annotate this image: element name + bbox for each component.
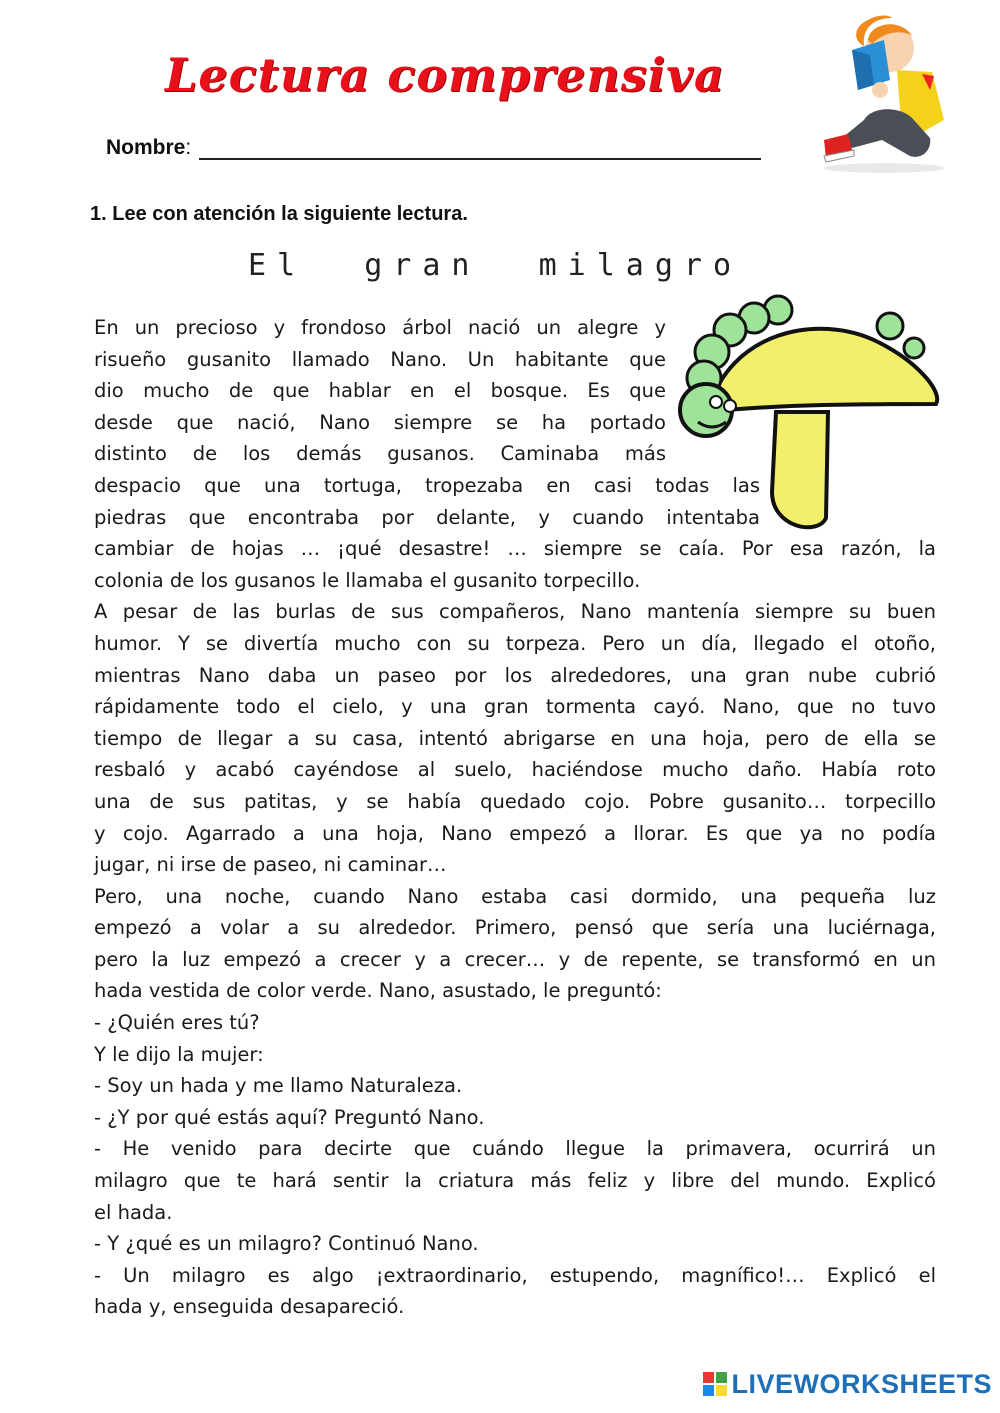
name-field-row bbox=[106, 136, 761, 160]
story-line: distinto de los demás gusanos. Caminaba más bbox=[94, 442, 666, 466]
dialogue-line bbox=[94, 1007, 936, 1039]
liveworksheets-brand: LIVEWORKSHEETS bbox=[731, 1368, 992, 1399]
story-line: empezó a volar a su alrededor. Primero, pensó que sería una luciérnaga, bbox=[94, 916, 936, 940]
name-input-line[interactable] bbox=[199, 136, 761, 160]
liveworksheets-footer[interactable] bbox=[703, 1369, 992, 1399]
dialogue-line bbox=[94, 1070, 936, 1102]
dialogue-line bbox=[94, 1228, 936, 1260]
story-line: y cojo. Agarrado a una hoja, Nano empezó a llorar. Es que ya no podía bbox=[94, 821, 936, 845]
story-line: milagro que te hará sentir la criatura más feliz y libre del mundo. Explicó bbox=[94, 1169, 936, 1193]
story-line: desde que nació, Nano siempre se ha portado bbox=[94, 410, 666, 434]
story-paragraph-1 bbox=[94, 312, 936, 596]
story-line: cambiar de hojas … ¡qué desastre! … siempre se caía. Por esa razón, la bbox=[94, 537, 936, 561]
story-line: rápidamente todo el cielo, y una gran tormenta cayó. Nano, que no tuvo bbox=[94, 695, 936, 719]
story-line: risueño gusanito llamado Nano. Un habitante que bbox=[94, 347, 666, 371]
story-line: - ¿Quién eres tú? bbox=[94, 1011, 260, 1035]
dialogue-line bbox=[94, 1039, 936, 1071]
instruction-text: 1. Lee con atención la siguiente lectura. bbox=[90, 203, 468, 225]
dialogue-line bbox=[94, 1133, 936, 1228]
page-title: Lectura comprensiva bbox=[165, 48, 725, 102]
child-reading-illustration bbox=[812, 10, 962, 175]
story-line: colonia de los gusanos le llamaba el gusanito torpecillo. bbox=[94, 568, 641, 592]
story-line: - ¿Y por qué estás aquí? Preguntó Nano. bbox=[94, 1105, 485, 1129]
story-line: jugar, ni irse de paseo, ni caminar… bbox=[94, 853, 447, 877]
name-label: Nombre bbox=[106, 136, 186, 159]
dialogue-line bbox=[94, 1102, 936, 1134]
story-line: hada vestida de color verde. Nano, asustado, le preguntó: bbox=[94, 979, 662, 1003]
story-line: - Y ¿qué es un milagro? Continuó Nano. bbox=[94, 1232, 479, 1256]
story-line: - He venido para decirte que cuándo llegue la primavera, ocurrirá un bbox=[94, 1137, 936, 1161]
story-body bbox=[94, 312, 936, 1323]
name-colon: : bbox=[185, 136, 192, 159]
story-line: resbaló y acabó cayéndose al suelo, haciéndose mucho daño. Había roto bbox=[94, 758, 936, 782]
story-line: humor. Y se divertía mucho con su torpeza. Pero un día, llegado el otoño, bbox=[94, 631, 936, 655]
liveworksheets-logo-icon bbox=[703, 1372, 727, 1396]
story-title: El gran milagro bbox=[248, 248, 743, 283]
dialogue-line bbox=[94, 1260, 936, 1323]
story-line: despacio que una tortuga, tropezaba en casi todas las bbox=[94, 473, 760, 497]
story-line: el hada. bbox=[94, 1200, 173, 1224]
story-line: En un precioso y frondoso árbol nació un alegre y bbox=[94, 316, 666, 339]
story-line: hada y, enseguida desapareció. bbox=[94, 1295, 405, 1319]
story-paragraph-3 bbox=[94, 881, 936, 1007]
story-line: tiempo de llegar a su casa, intentó abrigarse en una hoja, pero de ella se bbox=[94, 726, 936, 750]
story-line: Y le dijo la mujer: bbox=[94, 1042, 264, 1066]
story-line: A pesar de las burlas de sus compañeros, Nano mantenía siempre su buen bbox=[94, 600, 936, 624]
story-line: piedras que encontraba por delante, y cuando intentaba bbox=[94, 505, 760, 529]
story-line: - Un milagro es algo ¡extraordinario, estupendo, magnífico!… Explicó el bbox=[94, 1263, 936, 1287]
story-line: - Soy un hada y me llamo Naturaleza. bbox=[94, 1074, 463, 1098]
story-line: Pero, una noche, cuando Nano estaba casi dormido, una pequeña luz bbox=[94, 884, 936, 908]
story-line: mientras Nano daba un paseo por los alrededores, una gran nube cubrió bbox=[94, 663, 936, 687]
story-line: una de sus patitas, y se había quedado cojo. Pobre gusanito… torpecillo bbox=[94, 789, 936, 813]
story-paragraph-2 bbox=[94, 596, 936, 880]
story-line: pero la luz empezó a crecer y a crecer… y de repente, se transformó en un bbox=[94, 947, 936, 971]
story-line: dio mucho de que hablar en el bosque. Es que bbox=[94, 379, 666, 403]
